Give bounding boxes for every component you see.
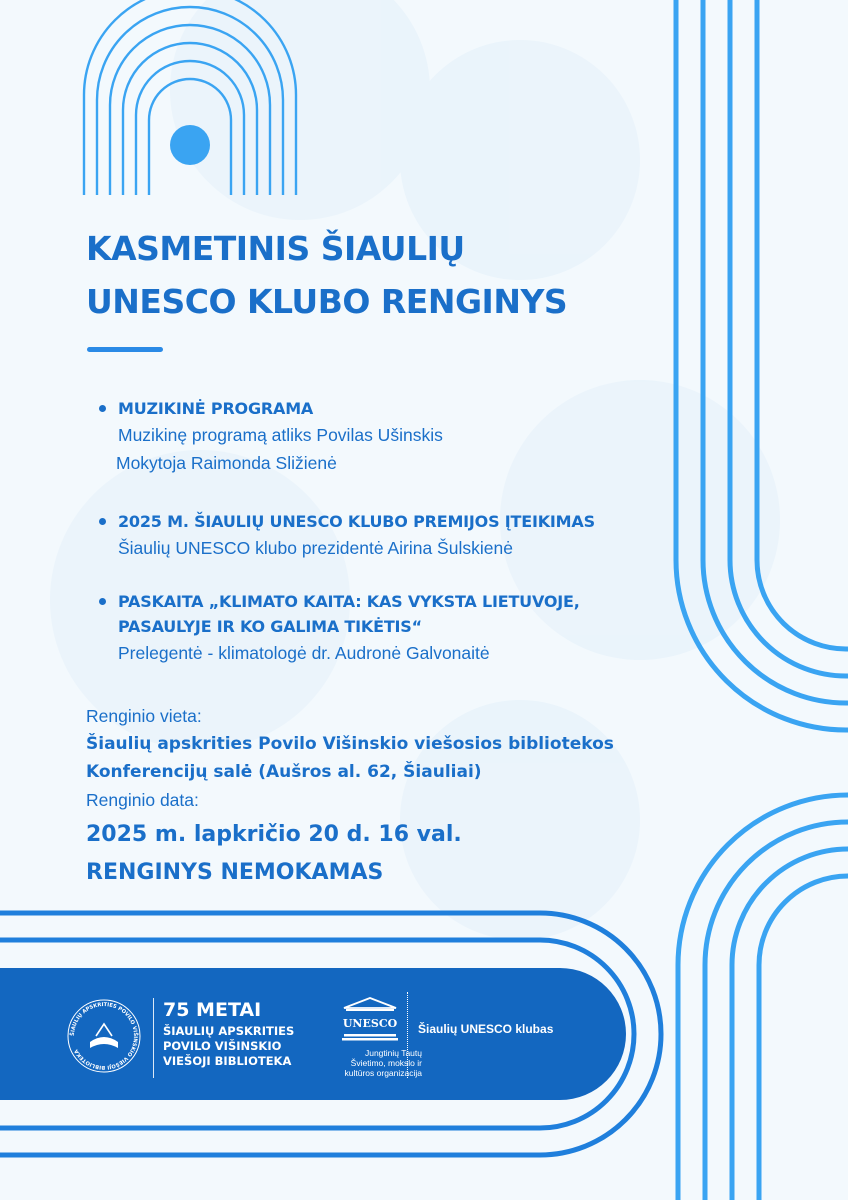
unesco-caption-line-2: Švietimo, mokslo ir (350, 1058, 422, 1068)
program-item-detail: Prelegentė - klimatologė dr. Audronė Galvonaitė (118, 643, 490, 663)
bullet-icon (99, 405, 106, 412)
program-item-title: 2025 M. ŠIAULIŲ UNESCO KLUBO PREMIJOS ĮTEIKIMAS (118, 512, 595, 531)
unesco-caption-line-3: kultūros organizacija (344, 1068, 422, 1078)
right-bottom-curves (678, 795, 848, 1200)
library-years: 75 METAI (163, 999, 262, 1021)
program-item-lecture (96, 589, 736, 667)
event-title-line-2: UNESCO KLUBO RENGINYS (86, 282, 568, 321)
unesco-caption-line-1: Jungtinių Tautų (364, 1048, 422, 1058)
svg-text:ŠIAULIŲ APSKRITIES POVILO VIŠI: ŠIAULIŲ APSKRITIES POVILO VIŠINSKIO VIEŠOJI BIBLIOTEKA (69, 1001, 139, 1071)
program-item-title: MUZIKINĖ PROGRAMA (118, 399, 314, 418)
unesco-logo (340, 996, 400, 1042)
event-title (86, 222, 567, 328)
program-item-award (96, 509, 736, 562)
library-name-line-1: ŠIAULIŲ APSKRITIES (163, 1024, 295, 1038)
library-text (163, 996, 294, 1069)
library-logo (66, 998, 142, 1074)
footer-divider (153, 998, 154, 1078)
program-item-title: PASAULYJE IR KO GALIMA TIKĖTIS“ (118, 617, 422, 636)
event-title-line-1: KASMETINIS ŠIAULIŲ (86, 229, 465, 268)
program-item-detail: Muzikinę programą atliks Povilas Ušinskis (118, 425, 443, 445)
footer-dotted-divider (407, 992, 408, 1078)
venue-line-2: Konferencijų salė (Aušros al. 62, Šiauliai) (86, 762, 482, 782)
bullet-icon (99, 598, 106, 605)
program-item-detail: Šiaulių UNESCO klubo prezidentė Airina Šulskienė (118, 538, 513, 558)
library-name-line-2: POVILO VIŠINSKIO (163, 1039, 282, 1053)
free-entry-notice: RENGINYS NEMOKAMAS (86, 860, 384, 885)
program-item-detail: Mokytoja Raimonda Sližienė (116, 453, 337, 473)
event-details (86, 702, 614, 890)
bullet-icon (99, 518, 106, 525)
venue-label: Renginio vieta: (86, 706, 202, 726)
date-label: Renginio data: (86, 790, 199, 810)
svg-text:UNESCO: UNESCO (342, 1017, 398, 1030)
title-underline (87, 347, 163, 352)
venue-line-1: Šiaulių apskrities Povilo Višinskio viešosios bibliotekos (86, 734, 614, 754)
program-item-title: PASKAITA „KLIMATO KAITA: KAS VYKSTA LIETUVOJE, (118, 592, 580, 611)
library-name-line-3: VIEŠOJI BIBLIOTEKA (163, 1054, 292, 1068)
club-name: Šiaulių UNESCO klubas (418, 1022, 554, 1036)
program-list (96, 396, 736, 667)
arch-dot (170, 125, 210, 165)
program-item-music (96, 396, 736, 477)
event-date: 2025 m. lapkričio 20 d. 16 val. (86, 822, 462, 847)
